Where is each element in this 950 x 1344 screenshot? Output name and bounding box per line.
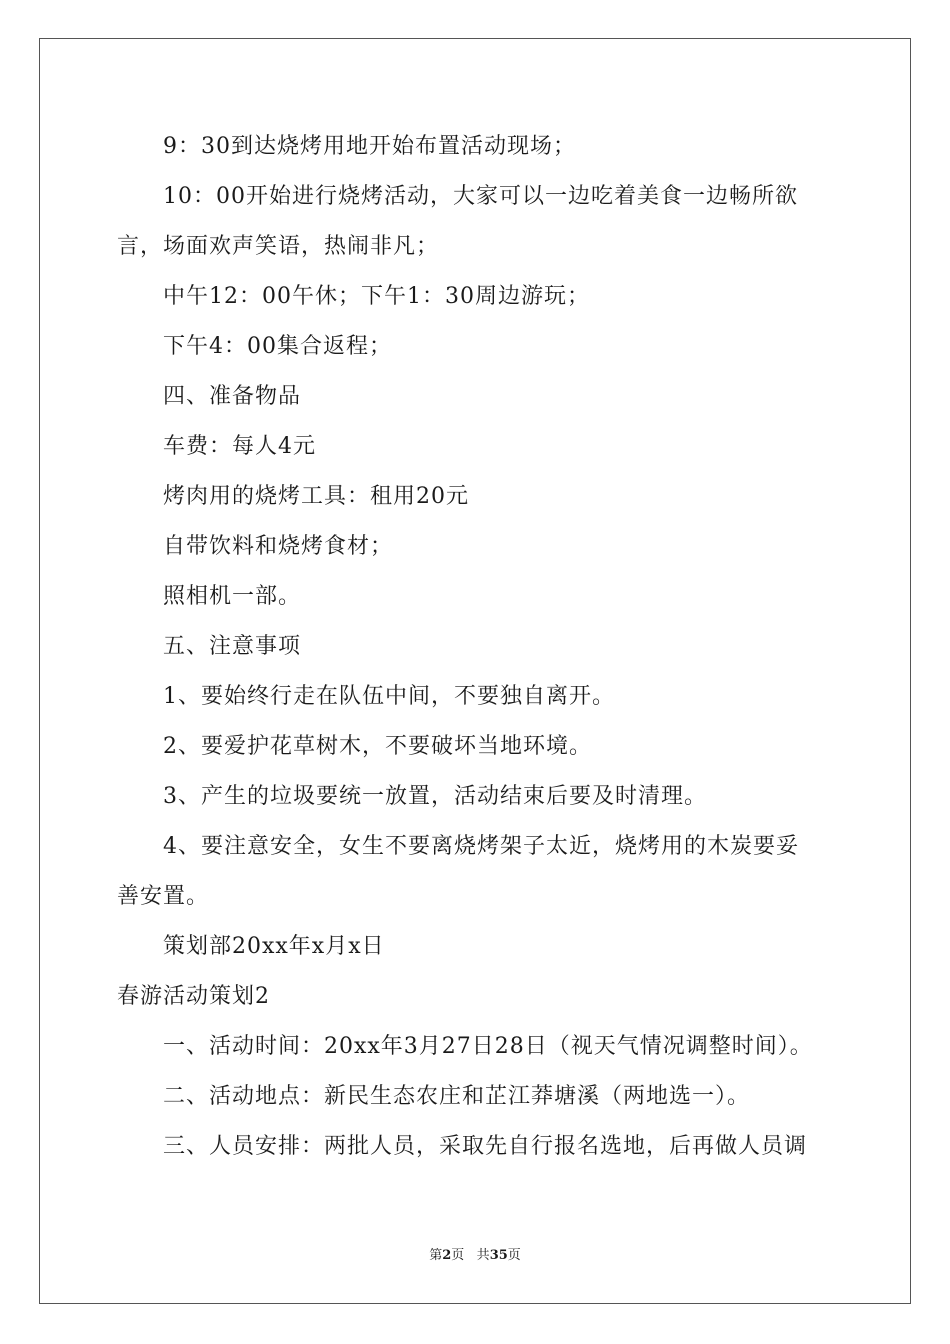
text-line: 善安置。	[117, 884, 210, 909]
page-prefix: 第	[429, 1248, 443, 1263]
total-pages: 35	[489, 1248, 508, 1263]
total-prefix: 共	[476, 1248, 490, 1263]
section-heading: 五、注意事项	[163, 634, 302, 659]
text-line: 言，场面欢声笑语，热闹非凡；	[117, 234, 440, 259]
signature-line: 策划部20xx年x月x日	[163, 934, 385, 959]
text-line: 车费：每人4元	[163, 434, 316, 459]
text-line: 照相机一部。	[163, 584, 302, 609]
text-line: 9：30到达烧烤用地开始布置活动现场；	[163, 134, 576, 159]
page-suffix: 页	[451, 1248, 465, 1263]
list-item: 4、要注意安全，女生不要离烧烤架子太近，烧烤用的木炭要妥	[163, 834, 799, 859]
page-number: 2	[442, 1248, 452, 1263]
text-line: 三、人员安排：两批人员，采取先自行报名选地，后再做人员调	[163, 1134, 808, 1159]
text-line: 下午4：00集合返程；	[163, 334, 392, 359]
section-heading: 四、准备物品	[163, 384, 302, 409]
document-title: 春游活动策划2	[117, 984, 270, 1009]
page-footer	[0, 1247, 950, 1265]
text-line: 烤肉用的烧烤工具：租用20元	[163, 484, 469, 509]
text-line: 10：00开始进行烧烤活动，大家可以一边吃着美食一边畅所欲	[163, 184, 798, 209]
list-item: 1、要始终行走在队伍中间，不要独自离开。	[163, 684, 615, 709]
document-body	[117, 122, 837, 1172]
list-item: 2、要爱护花草树木，不要破坏当地环境。	[163, 734, 592, 759]
text-line: 一、活动时间：20xx年3月27日28日（视天气情况调整时间）。	[163, 1034, 813, 1059]
list-item: 3、产生的垃圾要统一放置，活动结束后要及时清理。	[163, 784, 707, 809]
text-line: 中午12：00午休；下午1：30周边游玩；	[163, 284, 590, 309]
text-line: 二、活动地点：新民生态农庄和芷江莽塘溪（两地选一）。	[163, 1084, 751, 1109]
text-line: 自带饮料和烧烤食材；	[163, 534, 394, 559]
total-suffix: 页	[507, 1248, 521, 1263]
